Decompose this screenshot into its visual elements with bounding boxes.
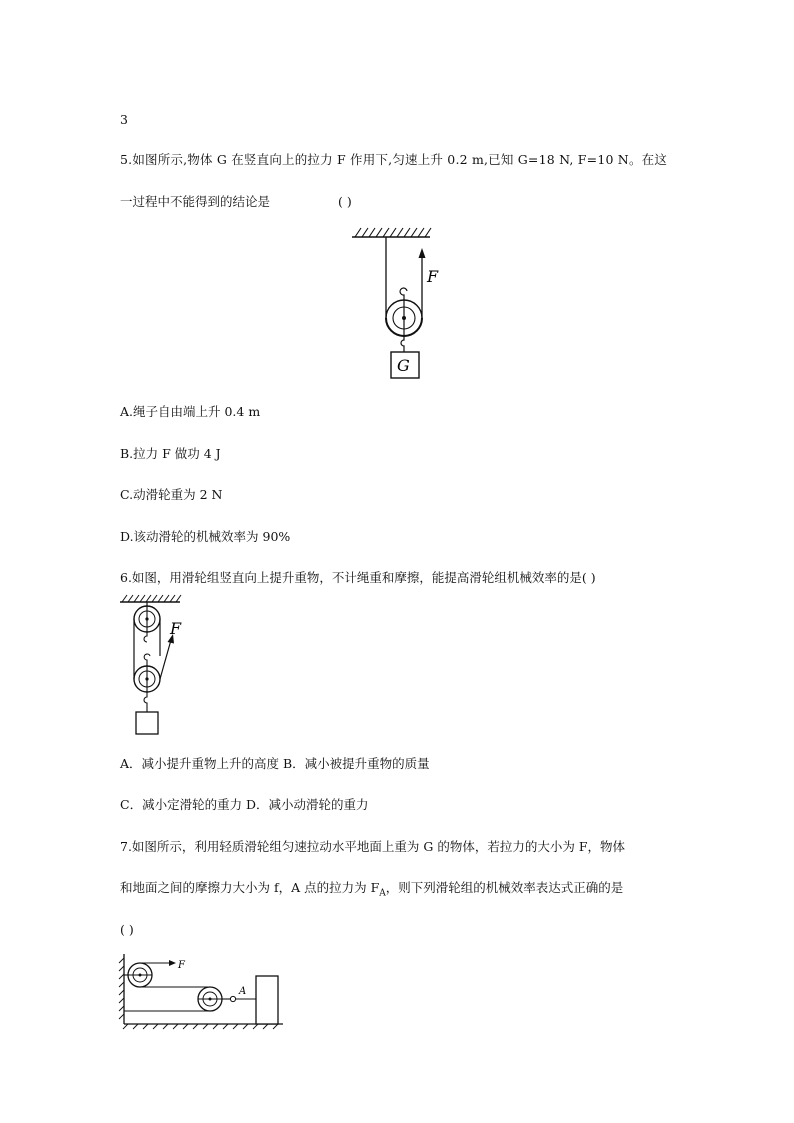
q5-option-a: A.绳子自由端上升 0.4 m <box>120 404 261 419</box>
q5-weight-label: G <box>397 356 410 375</box>
q7-force-subscript: A <box>379 888 386 899</box>
q6-figure-pulley-block <box>118 594 218 744</box>
page-number: 3 <box>120 112 128 127</box>
q5-option-b: B.拉力 F 做功 4 J <box>120 446 221 461</box>
q7-force-label: F <box>178 960 185 971</box>
q5-figure-movable-pulley <box>345 222 465 382</box>
q5-stem-line1: 5.如图所示,物体 G 在竖直向上的拉力 F 作用下,匀速上升 0.2 m,已知 G=18 N, F=10 N。在这 <box>120 152 668 167</box>
q6-force-label: F <box>170 619 182 638</box>
q5-stem-text: 一过程中不能得到的结论是 <box>120 194 271 209</box>
q6-options-ab: A．减小提升重物上升的高度 B．减小被提升重物的质量 <box>120 756 430 771</box>
q7-stem-line2 <box>120 880 623 902</box>
q5-stem-line2 <box>120 194 352 210</box>
q5-option-d: D.该动滑轮的机械效率为 90% <box>120 529 291 544</box>
q6-stem: 6.如图，用滑轮组竖直向上提升重物，不计绳重和摩擦，能提高滑轮组机械效率的是( ) <box>120 570 596 585</box>
q7-stem-line2-post: ，则下列滑轮组的机械效率表达式正确的是 <box>385 880 624 895</box>
q7-figure-horizontal-pulley <box>118 952 288 1032</box>
q7-answer-bracket: ( ) <box>120 922 134 937</box>
q5-option-c: C.动滑轮重为 2 N <box>120 487 223 502</box>
q7-point-a-label: A <box>239 986 247 997</box>
q5-force-label: F <box>427 267 439 286</box>
q7-stem-line2-pre: 和地面之间的摩擦力大小为 f，A 点的拉力为 F <box>120 880 380 895</box>
q5-answer-bracket: ( ) <box>338 194 352 209</box>
q6-options-cd: C．减小定滑轮的重力 D．减小动滑轮的重力 <box>120 797 369 812</box>
q7-stem-line1: 7.如图所示，利用轻质滑轮组匀速拉动水平地面上重为 G 的物体，若拉力的大小为 F，物体 <box>120 839 626 854</box>
